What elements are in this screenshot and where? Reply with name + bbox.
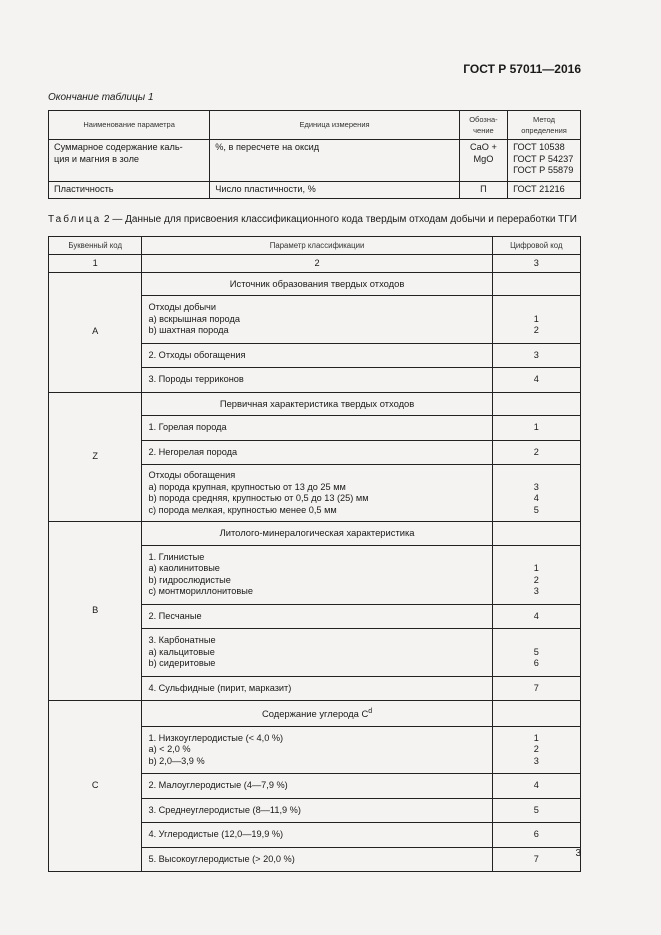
- t1-cell-unit: %, в пересчете на оксид: [210, 140, 460, 182]
- t2-colnum-1: 2: [142, 255, 492, 273]
- t2-group-title-text: Содержание углерода C: [261, 708, 369, 720]
- t2-param-cell: 3. Породы терриконов: [142, 368, 492, 393]
- t2-code-cell: 1 2 3: [492, 545, 580, 604]
- t2-group-title: [142, 522, 492, 546]
- t2-group-title-text: Источник образования твердых отходов: [229, 277, 405, 289]
- t2-colnum-2: 3: [492, 255, 580, 273]
- t2-code-cell: 4: [492, 368, 580, 393]
- t2-param-cell: 2. Песчаные: [142, 604, 492, 629]
- t2-param-cell: 4. Углеродистые (12,0—19,9 %): [142, 823, 492, 848]
- t2-header-2: Цифровой код: [492, 237, 580, 255]
- t2-code-cell: 7: [492, 676, 580, 701]
- t2-group-title-empty: [492, 392, 580, 416]
- table-row: [49, 140, 581, 182]
- t2-code-cell: 5: [492, 798, 580, 823]
- table-row: [49, 701, 581, 727]
- table-row: [49, 392, 581, 416]
- page-number: 3: [575, 848, 581, 859]
- t1-cell-method: ГОСТ 10538 ГОСТ Р 54237 ГОСТ Р 55879: [508, 140, 581, 182]
- t2-param-cell: 1. Низкоуглеродистые (< 4,0 %) a) < 2,0 % b) 2,0—3,9 %: [142, 726, 492, 774]
- table-row: [49, 522, 581, 546]
- t2-header-1: Параметр классификации: [142, 237, 492, 255]
- t1-header-unit: Единица измерения: [210, 111, 460, 140]
- table1-caption: Окончание таблицы 1: [48, 92, 154, 103]
- t2-header-0: Буквенный код: [49, 237, 142, 255]
- t1-header-param: Наименование параметра: [49, 111, 210, 140]
- t2-param-cell: 3. Среднеуглеродистые (8—11,9 %): [142, 798, 492, 823]
- document-code: ГОСТ Р 57011—2016: [463, 62, 581, 76]
- t1-cell-param: Суммарное содержание каль- ция и магния в золе: [49, 140, 210, 182]
- t2-param-cell: 3. Карбонатные a) кальцитовые b) сидеритовые: [142, 629, 492, 677]
- t2-code-cell: 1: [492, 416, 580, 441]
- t2-group-title-sup: d: [368, 708, 373, 715]
- t2-code-cell: 1 2 3: [492, 726, 580, 774]
- t2-colnum-0: 1: [49, 255, 142, 273]
- t1-cell-symbol: П: [459, 182, 507, 199]
- table2-caption-label: Таблица: [48, 214, 102, 225]
- t2-param-cell: 2. Малоуглеродистые (4—7,9 %): [142, 774, 492, 799]
- t1-header-method: Метод определения: [508, 111, 581, 140]
- t2-param-cell: 2. Негорелая порода: [142, 440, 492, 465]
- t2-param-cell: Отходы обогащения a) порода крупная, крупностью от 13 до 25 мм b) порода средняя, крупностью от 0,5 до 13 (25) мм c) порода мелкая, крупностью менее 0,5 мм: [142, 465, 492, 522]
- table-row: [49, 272, 581, 296]
- t2-group-title: [142, 272, 492, 296]
- t2-code-cell: 2: [492, 440, 580, 465]
- t2-group-title: [142, 392, 492, 416]
- table-2: [48, 236, 581, 872]
- t1-cell-symbol: CaO + MgO: [459, 140, 507, 182]
- t2-param-cell: 2. Отходы обогащения: [142, 343, 492, 368]
- table2-caption: [48, 214, 577, 225]
- t2-group-title-empty: [492, 701, 580, 727]
- t2-group-title-empty: [492, 522, 580, 546]
- t2-code-cell: 3: [492, 343, 580, 368]
- t2-param-cell: 4. Сульфидные (пирит, марказит): [142, 676, 492, 701]
- table1-header-row: [49, 111, 581, 140]
- t2-code-cell: 6: [492, 823, 580, 848]
- t2-code-cell: 7: [492, 847, 580, 872]
- t2-group-title-text: Литолого-минералогическая характеристика: [219, 527, 415, 538]
- t2-param-cell: 1. Горелая порода: [142, 416, 492, 441]
- t1-cell-unit: Число пластичности, %: [210, 182, 460, 199]
- t2-group-title-empty: [492, 272, 580, 296]
- t2-letter-code: A: [49, 272, 142, 392]
- t2-param-cell: 5. Высокоуглеродистые (> 20,0 %): [142, 847, 492, 872]
- t2-letter-code: B: [49, 522, 142, 701]
- t2-param-cell: Отходы добычи a) вскрышная порода b) шахтная порода: [142, 296, 492, 344]
- t2-code-cell: 1 2: [492, 296, 580, 344]
- t2-code-cell: 4: [492, 774, 580, 799]
- t2-letter-code: Z: [49, 392, 142, 522]
- t2-code-cell: 4: [492, 604, 580, 629]
- table-row: [49, 182, 581, 199]
- t1-cell-method: ГОСТ 21216: [508, 182, 581, 199]
- table-1: [48, 110, 581, 199]
- t1-header-symbol: Обозна- чение: [459, 111, 507, 140]
- table2-number-row: [49, 255, 581, 273]
- table2-header-row: [49, 237, 581, 255]
- t2-group-title-text: Первичная характеристика твердых отходов: [219, 397, 415, 409]
- t1-cell-param: Пластичность: [49, 182, 210, 199]
- t2-code-cell: 3 4 5: [492, 465, 580, 522]
- t2-code-cell: 5 6: [492, 629, 580, 677]
- table2-caption-text: 2 — Данные для присвоения классификационного кода твердым отходам добычи и переработки ТГИ: [104, 214, 577, 225]
- t2-letter-code: C: [49, 701, 142, 872]
- t2-group-title: [142, 701, 492, 727]
- t2-param-cell: 1. Глинистые a) каолинитовые b) гидрослюдистые c) монтмориллонитовые: [142, 545, 492, 604]
